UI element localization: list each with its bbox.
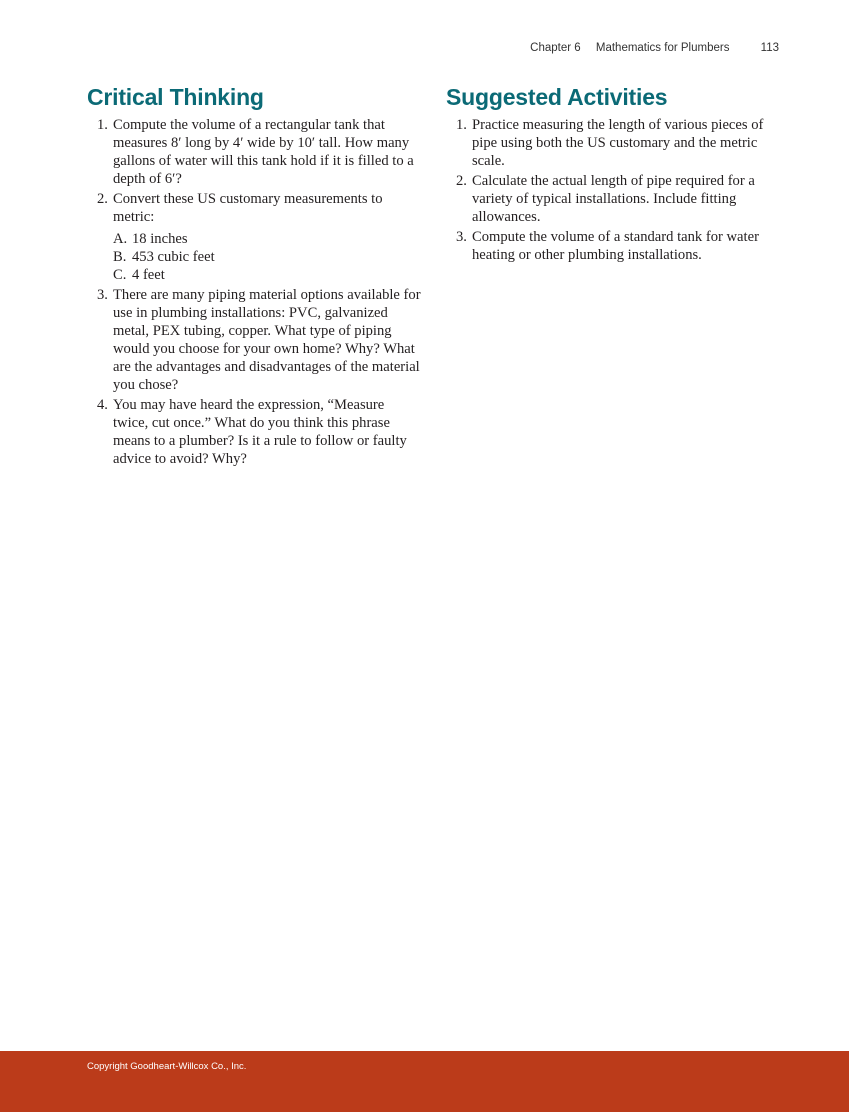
chapter-title: Mathematics for Plumbers [595, 42, 730, 54]
page-number: 113 [760, 42, 779, 54]
sub-list-item [113, 248, 423, 266]
sub-list-item [113, 266, 423, 284]
sub-item-letter: B. [113, 249, 127, 265]
item-text: There are many piping material options available for use in plumbing installations: PVC, galvanized metal, PEX tubing, copper. What type of piping would you choose for your own home? Why? What are the advantages and disadvantages of the material you chose? [113, 287, 421, 393]
item-text: You may have heard the expression, “Measure twice, cut once.” What do you think this phrase means to a plumber? Is it a rule to follow or faulty advice to avoid? Why? [113, 397, 407, 467]
sub-item-text: 453 cubic feet [132, 249, 215, 265]
list-item [446, 116, 780, 170]
item-number: 2. [456, 173, 467, 189]
sub-item-letter: C. [113, 267, 127, 283]
item-text: Convert these US customary measurements to metric: [113, 191, 383, 225]
critical-thinking-heading: Critical Thinking [87, 84, 264, 110]
item-number: 1. [456, 117, 467, 133]
suggested-activities-section [446, 83, 780, 266]
list-item [87, 286, 423, 394]
list-item [87, 190, 423, 284]
item-number: 2. [97, 191, 108, 207]
footer-bar [0, 1051, 849, 1112]
sub-item-text: 18 inches [132, 231, 188, 247]
sub-item-text: 4 feet [132, 267, 165, 283]
chapter-label: Chapter 6 [530, 42, 581, 54]
list-item [87, 396, 423, 468]
item-text: Compute the volume of a standard tank for water heating or other plumbing installations. [472, 229, 759, 263]
sub-list [113, 230, 423, 284]
list-item [446, 172, 780, 226]
critical-thinking-list [87, 116, 423, 468]
item-number: 3. [456, 229, 467, 245]
list-item [87, 116, 423, 188]
item-number: 4. [97, 397, 108, 413]
suggested-activities-list [446, 116, 780, 264]
copyright-notice: Copyright Goodheart-Willcox Co., Inc. [87, 1061, 247, 1072]
item-text: Practice measuring the length of various pieces of pipe using both the US customary and the metric scale. [472, 117, 764, 169]
running-head [530, 42, 779, 54]
list-item [446, 228, 780, 264]
item-text: Calculate the actual length of pipe required for a variety of typical installations. Include fitting allowances. [472, 173, 755, 225]
item-number: 3. [97, 287, 108, 303]
critical-thinking-section [87, 83, 423, 470]
item-number: 1. [97, 117, 108, 133]
item-text: Compute the volume of a rectangular tank that measures 8′ long by 4′ wide by 10′ tall. How many gallons of water will this tank hold if it is filled to a depth of 6′? [113, 117, 414, 187]
sub-item-letter: A. [113, 231, 128, 247]
suggested-activities-heading: Suggested Activities [446, 84, 668, 110]
sub-list-item [113, 230, 423, 248]
